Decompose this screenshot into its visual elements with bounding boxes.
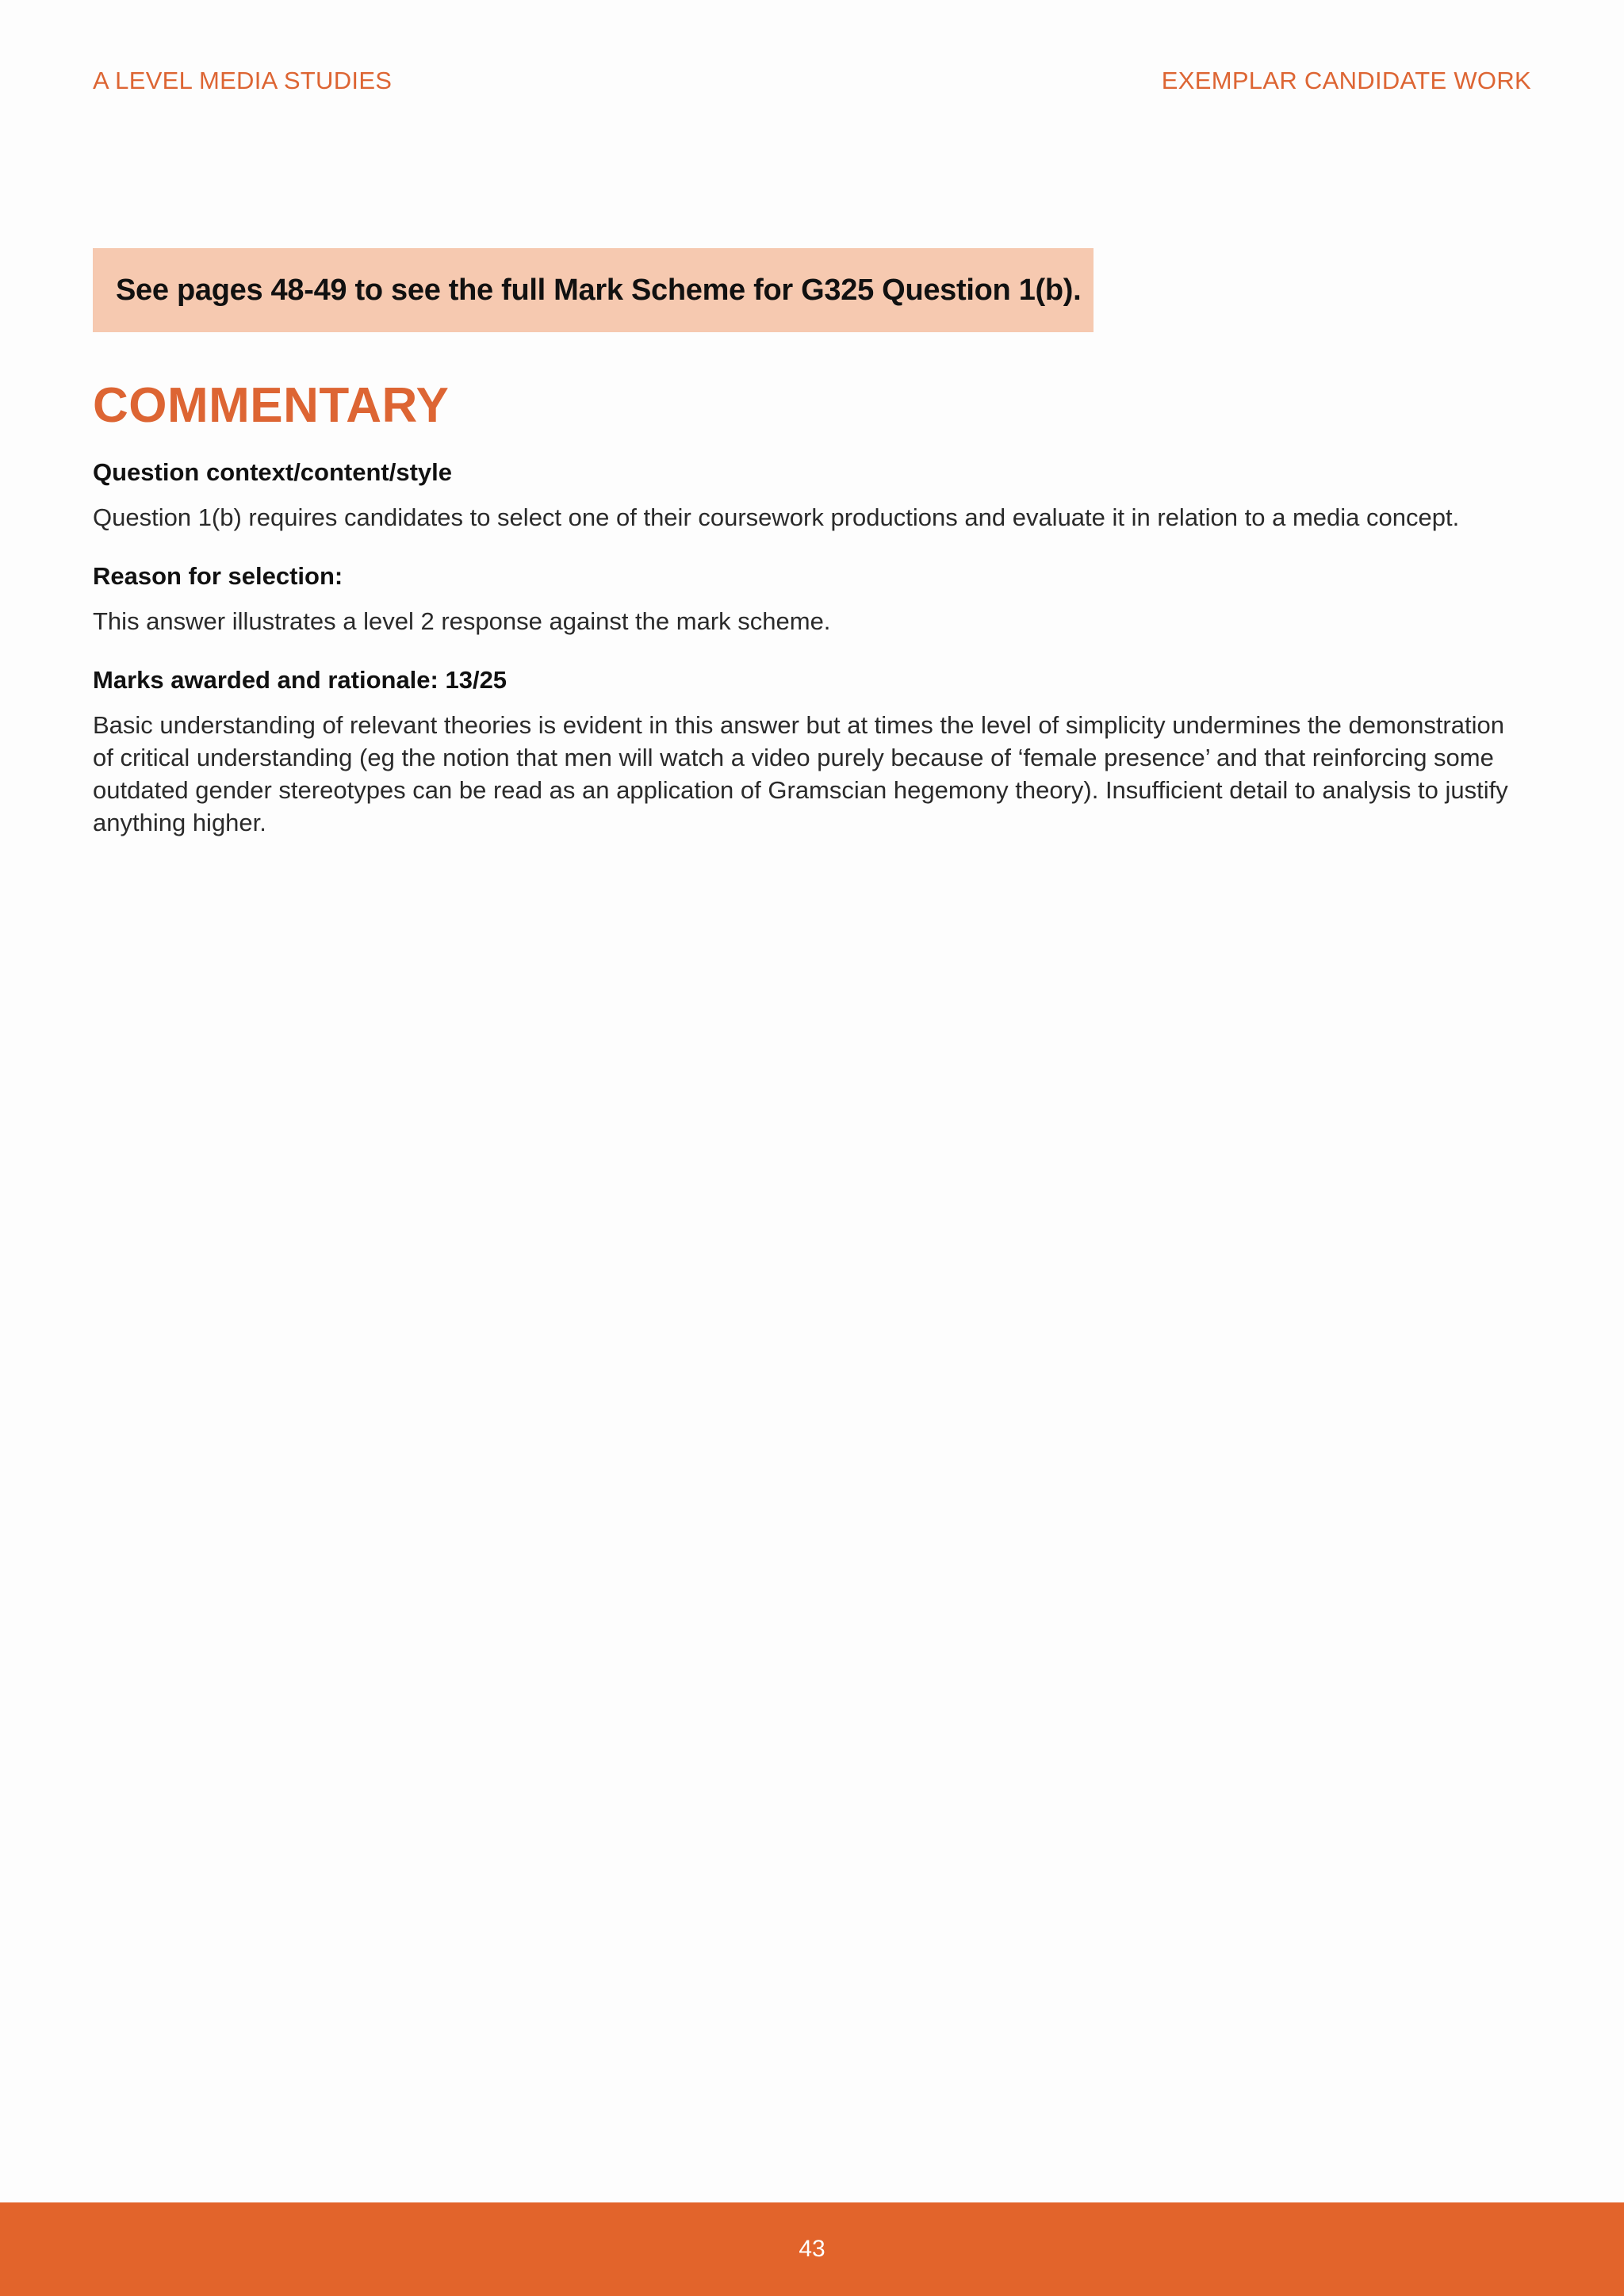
callout-text: See pages 48-49 to see the full Mark Scheme for G325 Question 1(b). (116, 273, 1082, 307)
running-header-left: A LEVEL MEDIA STUDIES (93, 67, 393, 94)
running-header-right: EXEMPLAR CANDIDATE WORK (1161, 67, 1531, 94)
paragraph-reason-for-selection: This answer illustrates a level 2 response against the mark scheme. (93, 607, 831, 635)
page-footer-bar (0, 2202, 1624, 2296)
sub-heading-reason-for-selection: Reason for selection: (93, 562, 343, 590)
paragraph-question-context: Question 1(b) requires candidates to select one of their coursework productions and evaluate it in relation to a media concept. (93, 503, 1460, 531)
section-title: COMMENTARY (93, 378, 450, 433)
mark-scheme-callout (93, 248, 1094, 332)
sub-heading-question-context: Question context/content/style (93, 458, 453, 486)
paragraph-marks-rationale: Basic understanding of relevant theories is evident in this answer but at times the level of simplicity undermines the demonstration of critical understanding (eg the notion that men will watch a video purely because of ‘female presence’ and that reinforcing some outdated gender stereotypes can be read as an application of Gramscian hegemony theory). Insufficient detail to analysis to justify anything higher. (93, 711, 1508, 836)
page-number: 43 (799, 2236, 825, 2262)
commentary-section (93, 373, 1531, 839)
sub-heading-marks-awarded: Marks awarded and rationale: 13/25 (93, 666, 508, 694)
